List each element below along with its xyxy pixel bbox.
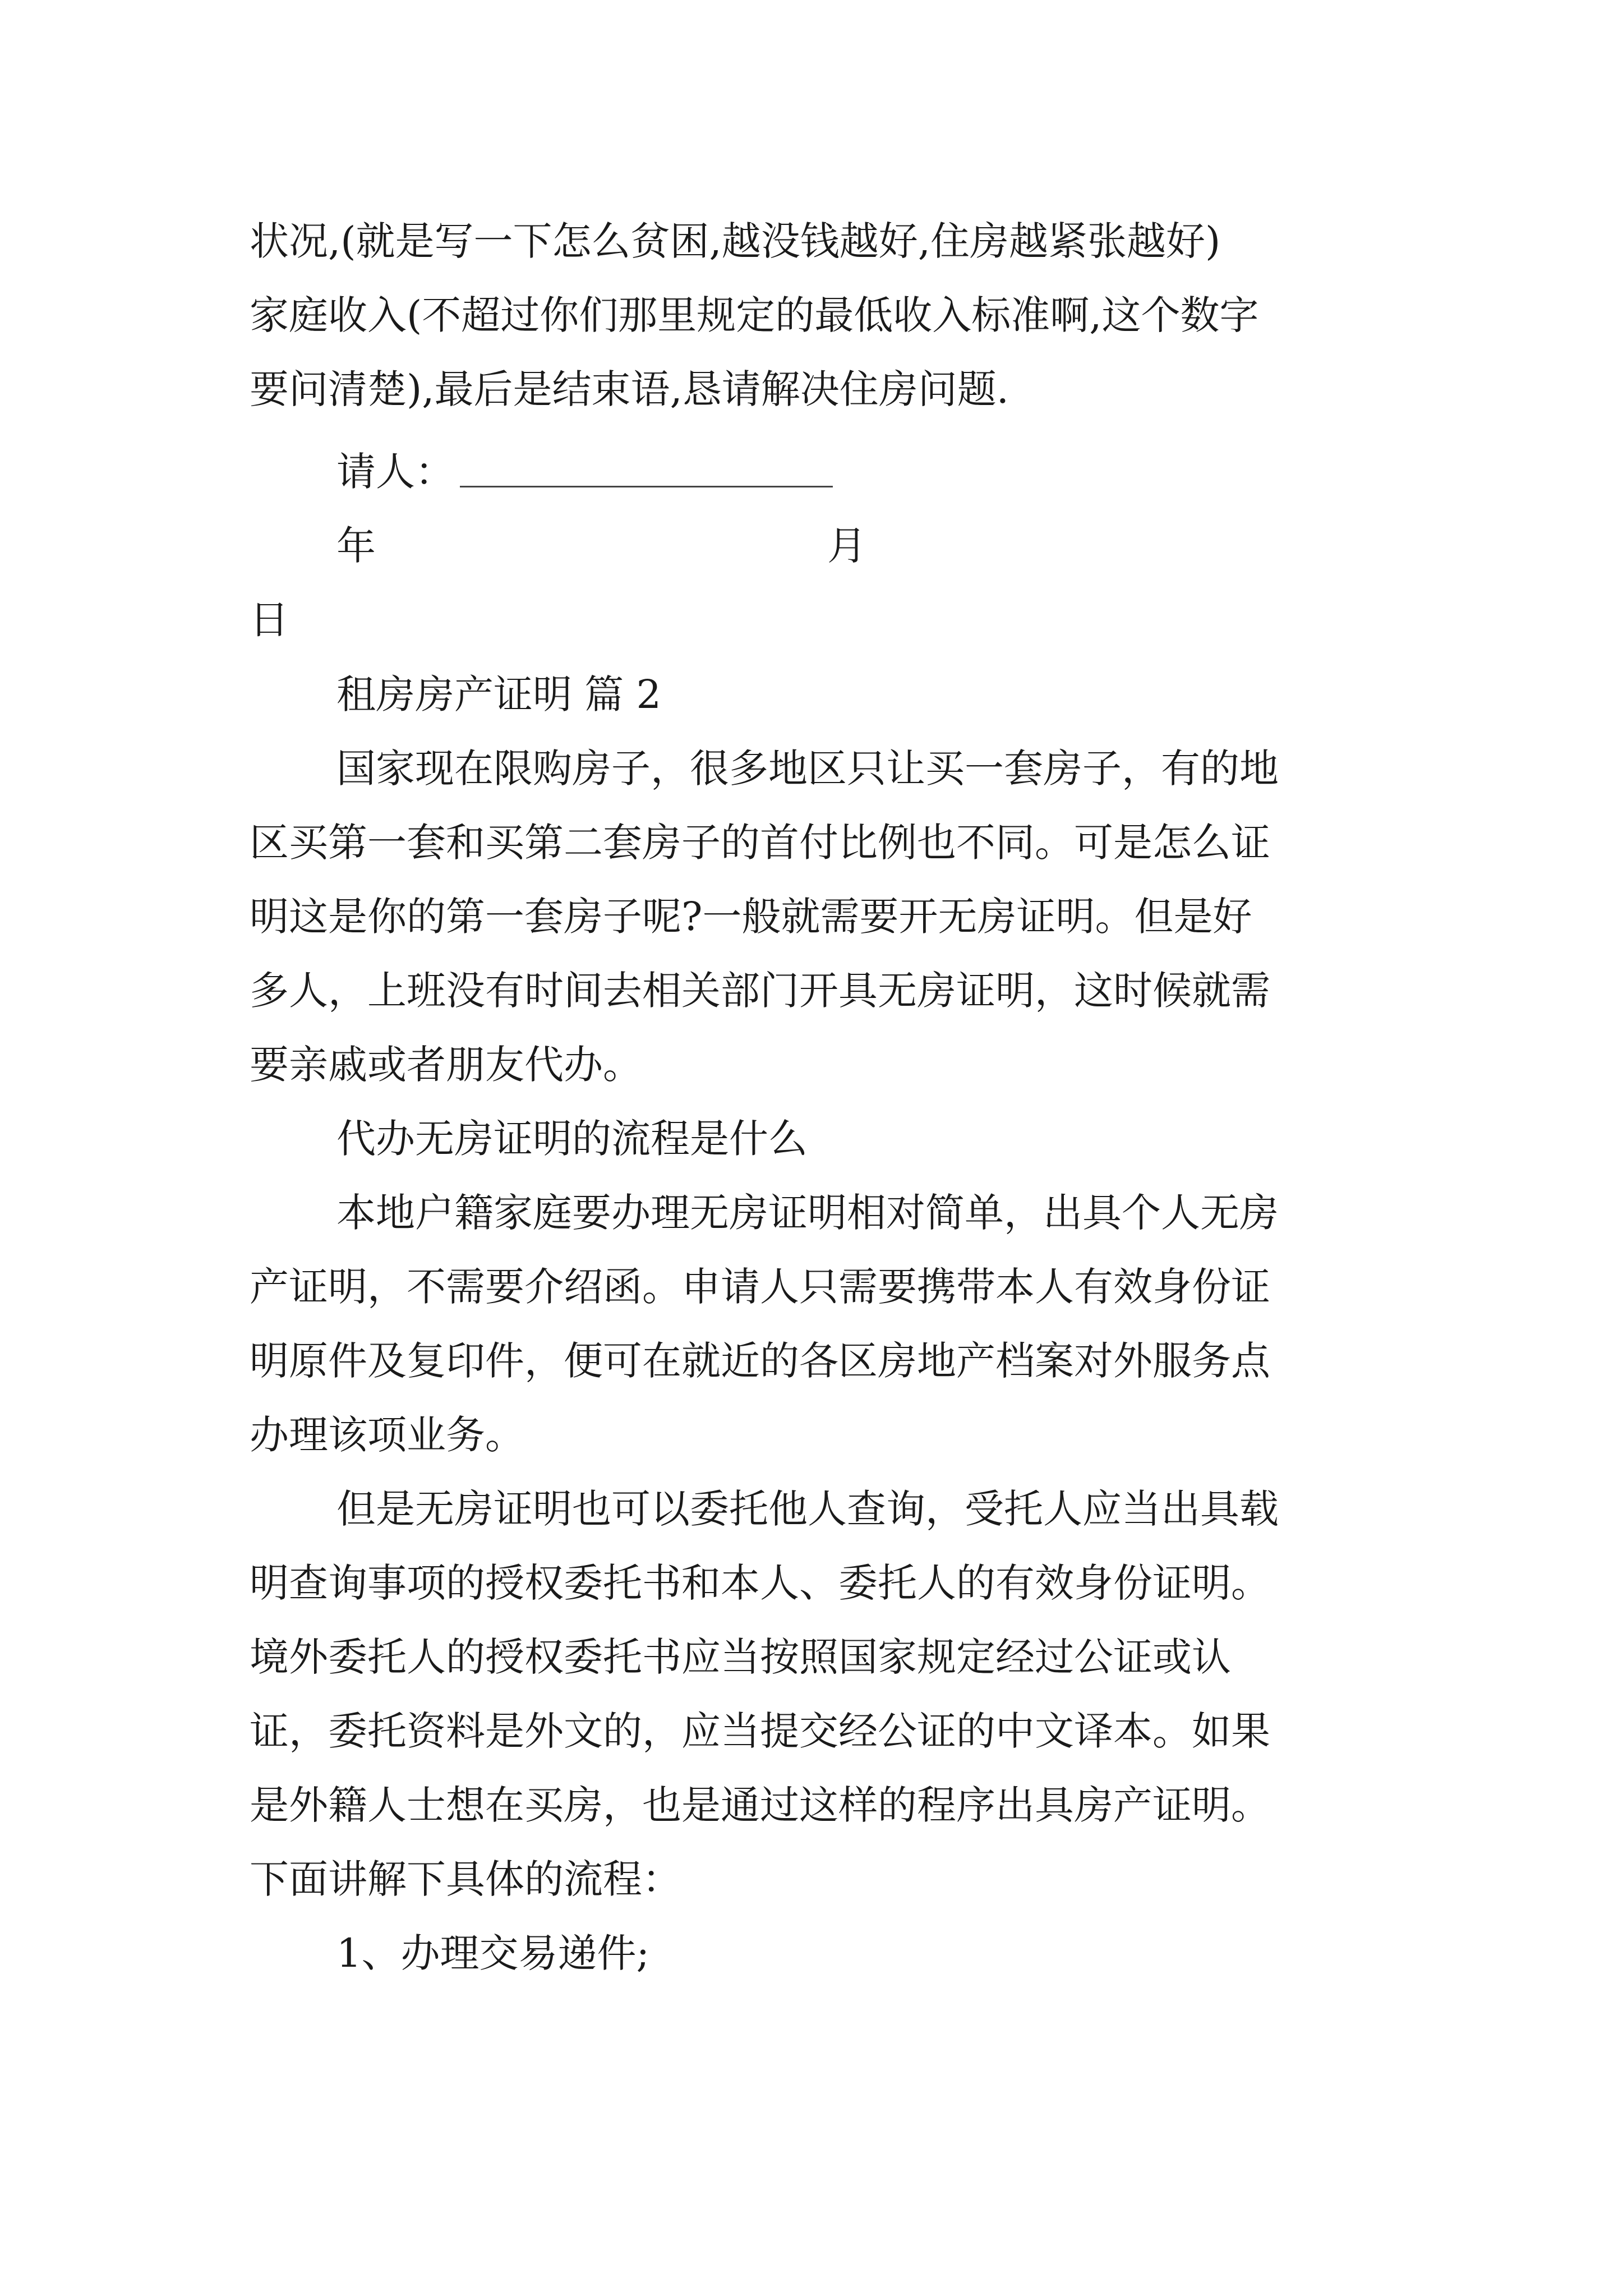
text-line: 要问清楚),最后是结束语,恳请解决住房问题. [250,366,1009,412]
paragraph-line: 是外籍人士想在买房，也是通过这样的程序出具房产证明。 [250,1782,1270,1828]
paragraph-line: 下面讲解下具体的流程： [250,1856,681,1902]
signature-blank [460,486,833,487]
paragraph-line: 证，委托资料是外文的，应当提交经公证的中文译本。如果 [250,1708,1270,1754]
paragraph-line: 但是无房证明也可以委托他人查询，受托人应当出具载 [336,1486,1279,1532]
paragraph-line: 境外委托人的授权委托书应当按照国家规定经过公证或认 [250,1634,1231,1680]
paragraph-line: 明这是你的第一套房子呢?一般就需要开无房证明。但是好 [250,894,1252,940]
subheading: 代办无房证明的流程是什么 [336,1116,808,1162]
paragraph-line: 产证明，不需要介绍函。申请人只需要携带本人有效身份证 [250,1264,1270,1310]
paragraph-line: 明原件及复印件，便可在就近的各区房地产档案对外服务点 [250,1338,1270,1384]
date-day: 日 [250,597,289,643]
text-line: 状况,(就是写一下怎么贫困,越没钱越好,住房越紧张越好) [250,218,1221,264]
paragraph-line: 明查询事项的授权委托书和本人、委托人的有效身份证明。 [250,1560,1270,1606]
list-item: 1、办理交易递件; [336,1930,650,1976]
paragraph-line: 区买第一套和买第二套房子的首付比例也不同。可是怎么证 [250,820,1270,866]
signature-label: 请人： [336,449,454,495]
date-year: 年 [336,523,376,569]
date-month: 月 [827,523,866,569]
paragraph-line: 国家现在限购房子，很多地区只让买一套房子，有的地 [336,746,1279,792]
section-title: 租房房产证明 篇 2 [336,671,662,717]
text-line: 家庭收入(不超过你们那里规定的最低收入标准啊,这个数字 [250,292,1259,338]
paragraph-line: 本地户籍家庭要办理无房证明相对简单，出具个人无房 [336,1190,1279,1236]
paragraph-line: 办理该项业务。 [250,1412,524,1458]
paragraph-line: 要亲戚或者朋友代办。 [250,1042,642,1088]
paragraph-line: 多人，上班没有时间去相关部门开具无房证明，这时候就需 [250,968,1270,1014]
signature-line [336,449,833,495]
